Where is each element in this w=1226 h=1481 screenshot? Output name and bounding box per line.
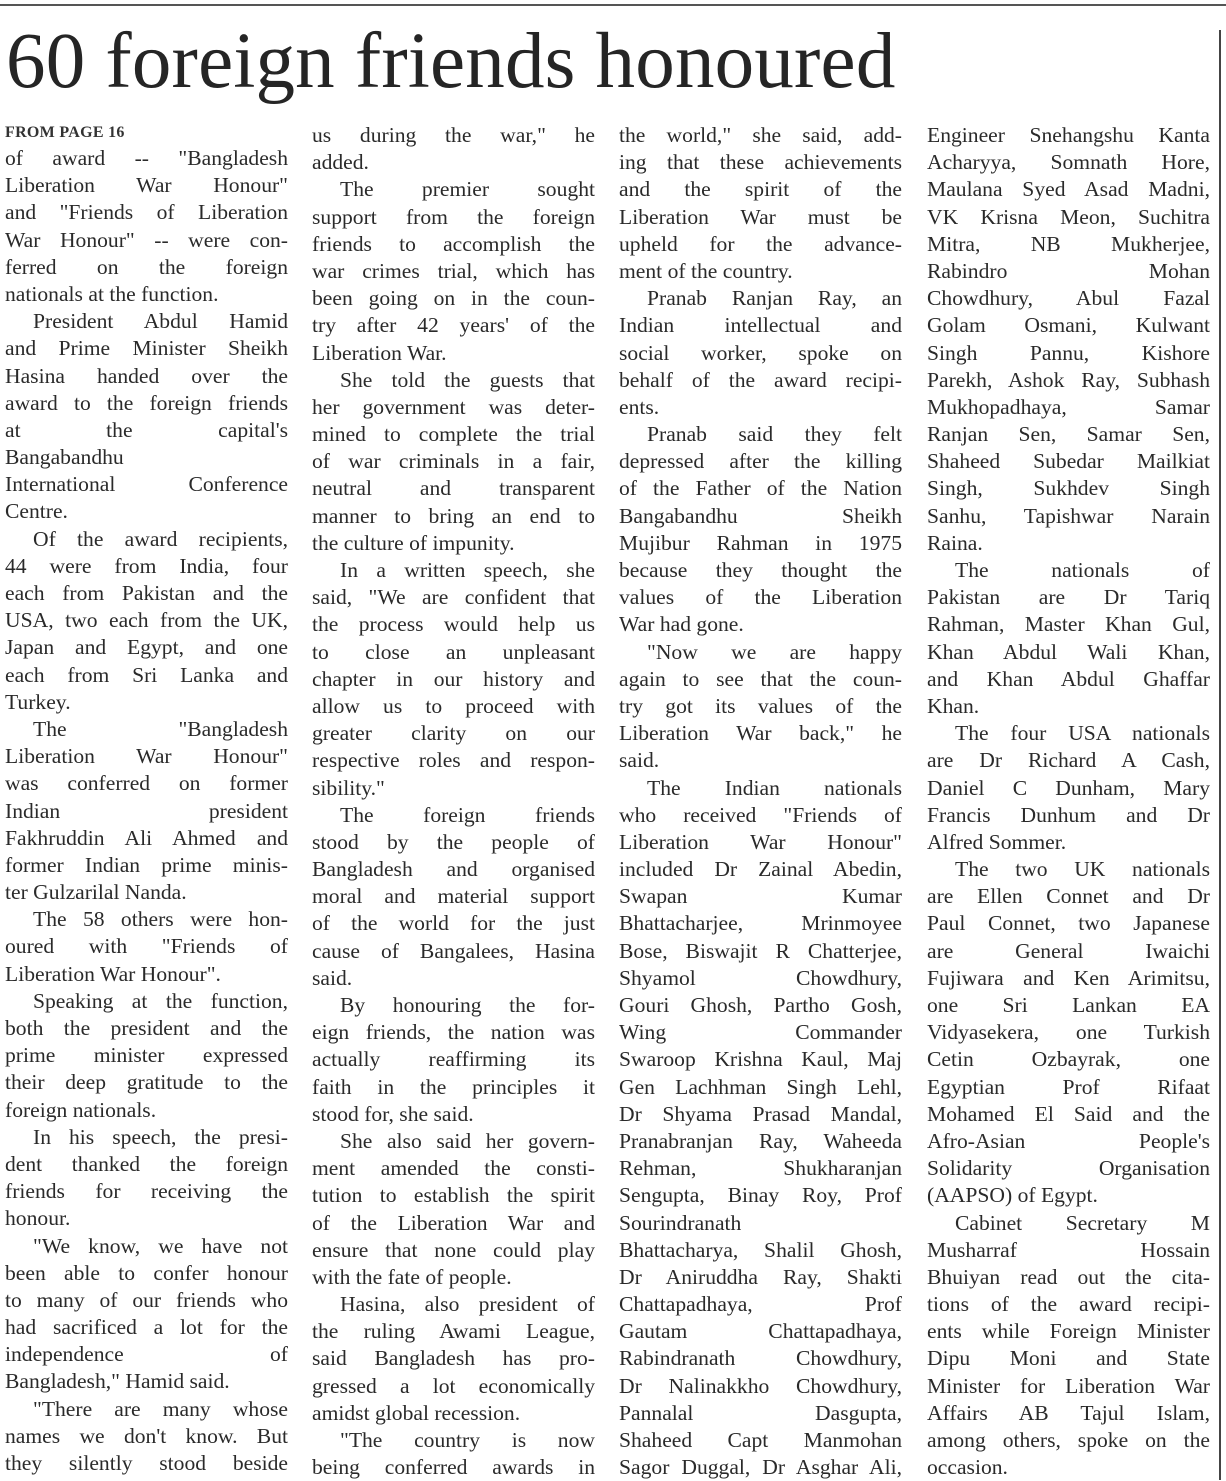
text-line: Francis Dunhum and Dr bbox=[927, 802, 1210, 829]
text-line: dent thanked the foreign bbox=[5, 1151, 288, 1178]
paragraph bbox=[312, 1128, 595, 1291]
text-line: Bangabandhu bbox=[5, 444, 288, 471]
paragraph bbox=[5, 1396, 288, 1478]
text-line: Rabindranath Chowdhury, bbox=[619, 1345, 902, 1372]
text-line: Mujibur Rahman in 1975 bbox=[619, 530, 902, 557]
text-line: Vidyasekera, one Turkish bbox=[927, 1019, 1210, 1046]
text-line: VK Krisna Meon, Suchitra bbox=[927, 204, 1210, 231]
text-line: had sacrificed a lot for the bbox=[5, 1314, 288, 1341]
paragraph bbox=[312, 992, 595, 1128]
text-line: ensure that none could play bbox=[312, 1237, 595, 1264]
text-line: and the spirit of the bbox=[619, 176, 902, 203]
text-line: She also said her govern- bbox=[312, 1128, 595, 1155]
article-column-1 bbox=[5, 121, 288, 1477]
text-line: tution to establish the spirit bbox=[312, 1182, 595, 1209]
text-line: they silently stood beside bbox=[5, 1450, 288, 1477]
text-line: been able to confer honour bbox=[5, 1260, 288, 1287]
text-line: faith in the principles it bbox=[312, 1074, 595, 1101]
text-line: said. bbox=[312, 965, 595, 992]
text-line: cause of Bangalees, Hasina bbox=[312, 938, 595, 965]
text-line: 44 were from India, four bbox=[5, 553, 288, 580]
text-line: The nationals of bbox=[927, 557, 1210, 584]
text-line: Raina. bbox=[927, 530, 1210, 557]
text-line: Bhuiyan read out the cita- bbox=[927, 1264, 1210, 1291]
text-line: Swaroop Krishna Kaul, Maj bbox=[619, 1046, 902, 1073]
paragraph bbox=[312, 122, 595, 176]
text-line: because they thought the bbox=[619, 557, 902, 584]
text-line: the process would help us bbox=[312, 611, 595, 638]
text-line: friends for receiving the bbox=[5, 1178, 288, 1205]
text-line: Alfred Sommer. bbox=[927, 829, 1210, 856]
paragraph bbox=[619, 639, 902, 775]
text-line: their deep gratitude to the bbox=[5, 1069, 288, 1096]
text-line: values of the Liberation bbox=[619, 584, 902, 611]
text-line: Pakistan are Dr Tariq bbox=[927, 584, 1210, 611]
text-line: try after 42 years' of the bbox=[312, 312, 595, 339]
text-line: amidst global recession. bbox=[312, 1400, 595, 1427]
text-line: her government was deter- bbox=[312, 394, 595, 421]
text-line: ents while Foreign Minister bbox=[927, 1318, 1210, 1345]
text-line: Rahman, Master Khan Gul, bbox=[927, 611, 1210, 638]
text-line: Swapan Kumar bbox=[619, 883, 902, 910]
article-column-3 bbox=[619, 122, 902, 1481]
text-line: manner to bring an end to bbox=[312, 503, 595, 530]
text-line: The four USA nationals bbox=[927, 720, 1210, 747]
text-line: sibility." bbox=[312, 775, 595, 802]
text-line: one Sri Lankan EA bbox=[927, 992, 1210, 1019]
text-line: honour. bbox=[5, 1205, 288, 1232]
text-line: names we don't know. But bbox=[5, 1423, 288, 1450]
text-line: Mohamed El Said and the bbox=[927, 1101, 1210, 1128]
text-line: Daniel C Dunham, Mary bbox=[927, 775, 1210, 802]
text-line: Liberation War Honour" bbox=[619, 829, 902, 856]
text-line: stood by the people of bbox=[312, 829, 595, 856]
text-line: Gautam Chattapadhaya, bbox=[619, 1318, 902, 1345]
text-line: Affairs AB Tajul Islam, bbox=[927, 1400, 1210, 1427]
text-line: Bangladesh," Hamid said. bbox=[5, 1368, 288, 1395]
text-line: foreign nationals. bbox=[5, 1097, 288, 1124]
paragraph bbox=[5, 526, 288, 716]
text-line: "We know, we have not bbox=[5, 1233, 288, 1260]
paragraph bbox=[619, 775, 902, 1481]
text-line: Mukhopadhaya, Samar bbox=[927, 394, 1210, 421]
text-line: to close an unpleasant bbox=[312, 639, 595, 666]
text-line: Rabindro Mohan bbox=[927, 258, 1210, 285]
text-line: Shaheed Capt Manmohan bbox=[619, 1427, 902, 1454]
text-line: Shaheed Subedar Mailkiat bbox=[927, 448, 1210, 475]
text-line: Hasina, also president of bbox=[312, 1291, 595, 1318]
article-column-4 bbox=[927, 122, 1210, 1481]
text-line: to many of our friends who bbox=[5, 1287, 288, 1314]
text-line: of award -- "Bangladesh bbox=[5, 145, 288, 172]
text-line: Singh, Sukhdev Singh bbox=[927, 475, 1210, 502]
text-line: Acharyya, Somnath Hore, bbox=[927, 149, 1210, 176]
text-line: In his speech, the presi- bbox=[5, 1124, 288, 1151]
text-line: "Now we are happy bbox=[619, 639, 902, 666]
text-line: and "Friends of Liberation bbox=[5, 199, 288, 226]
text-line: gressed a lot economically bbox=[312, 1373, 595, 1400]
text-line: ment amended the consti- bbox=[312, 1155, 595, 1182]
text-line: Cabinet Secretary M bbox=[927, 1210, 1210, 1237]
text-line: War Honour" -- were con- bbox=[5, 227, 288, 254]
paragraph bbox=[312, 176, 595, 366]
text-line: independence of bbox=[5, 1341, 288, 1368]
paragraph bbox=[619, 421, 902, 639]
text-line: Indian intellectual and bbox=[619, 312, 902, 339]
text-line: are Dr Richard A Cash, bbox=[927, 747, 1210, 774]
text-line: the culture of impunity. bbox=[312, 530, 595, 557]
text-line: the world," she said, add- bbox=[619, 122, 902, 149]
text-line: Bangladesh and organised bbox=[312, 856, 595, 883]
text-line: of war criminals in a fair, bbox=[312, 448, 595, 475]
text-line: support from the foreign bbox=[312, 204, 595, 231]
text-line: Liberation War. bbox=[312, 340, 595, 367]
text-line: Indian president bbox=[5, 798, 288, 825]
text-line: tions of the award recipi- bbox=[927, 1291, 1210, 1318]
text-line: award to the foreign friends bbox=[5, 390, 288, 417]
text-line: Paul Connet, two Japanese bbox=[927, 910, 1210, 937]
text-line: of the world for the just bbox=[312, 910, 595, 937]
text-line: "There are many whose bbox=[5, 1396, 288, 1423]
text-line: ment of the country. bbox=[619, 258, 902, 285]
paragraph bbox=[5, 716, 288, 906]
text-line: "The country is now bbox=[312, 1427, 595, 1454]
paragraph bbox=[5, 1233, 288, 1396]
paragraph bbox=[312, 802, 595, 992]
text-line: Sagor Duggal, Dr Asghar Ali, bbox=[619, 1454, 902, 1481]
text-line: chapter in our history and bbox=[312, 666, 595, 693]
text-line: Ranjan Sen, Samar Sen, bbox=[927, 421, 1210, 448]
text-line: Sengupta, Binay Roy, Prof bbox=[619, 1182, 902, 1209]
text-line: Bhattacharjee, Mrinmoyee bbox=[619, 910, 902, 937]
text-line: The foreign friends bbox=[312, 802, 595, 829]
text-line: eign friends, the nation was bbox=[312, 1019, 595, 1046]
text-line: Pannalal Dasgupta, bbox=[619, 1400, 902, 1427]
paragraph bbox=[312, 1427, 595, 1481]
text-line: ferred on the foreign bbox=[5, 254, 288, 281]
column-rule bbox=[1219, 30, 1221, 1480]
text-line: of the Father of the Nation bbox=[619, 475, 902, 502]
text-line: Rehman, Shukharanjan bbox=[619, 1155, 902, 1182]
text-line: Of the award recipients, bbox=[5, 526, 288, 553]
text-line: Pranab Ranjan Ray, an bbox=[619, 285, 902, 312]
text-line: Hasina handed over the bbox=[5, 363, 288, 390]
text-line: Minister for Liberation War bbox=[927, 1373, 1210, 1400]
text-line: both the president and the bbox=[5, 1015, 288, 1042]
text-line: Singh Pannu, Kishore bbox=[927, 340, 1210, 367]
text-line: stood for, she said. bbox=[312, 1101, 595, 1128]
text-line: The two UK nationals bbox=[927, 856, 1210, 883]
paragraph bbox=[619, 122, 902, 285]
text-line: mined to complete the trial bbox=[312, 421, 595, 448]
jump-line-from-page: FROM PAGE 16 bbox=[5, 121, 288, 145]
text-line: Centre. bbox=[5, 498, 288, 525]
text-line: was conferred on former bbox=[5, 770, 288, 797]
text-line: allow us to proceed with bbox=[312, 693, 595, 720]
text-line: In a written speech, she bbox=[312, 557, 595, 584]
paragraph bbox=[927, 1210, 1210, 1481]
text-line: being conferred awards in bbox=[312, 1454, 595, 1481]
text-line: the ruling Awami League, bbox=[312, 1318, 595, 1345]
text-line: Afro-Asian People's bbox=[927, 1128, 1210, 1155]
paragraph bbox=[312, 1291, 595, 1427]
text-line: Sourindranath bbox=[619, 1210, 902, 1237]
text-line: The 58 others were hon- bbox=[5, 906, 288, 933]
text-line: Chattapadhaya, Prof bbox=[619, 1291, 902, 1318]
text-line: each from Pakistan and the bbox=[5, 580, 288, 607]
text-line: ents. bbox=[619, 394, 902, 421]
text-line: Pranabranjan Ray, Waheeda bbox=[619, 1128, 902, 1155]
article-column-2 bbox=[312, 122, 595, 1481]
paragraph bbox=[5, 906, 288, 988]
text-line: are Ellen Connet and Dr bbox=[927, 883, 1210, 910]
text-line: respective roles and respon- bbox=[312, 747, 595, 774]
text-line: at the capital's bbox=[5, 417, 288, 444]
text-line: Mitra, NB Mukherjee, bbox=[927, 231, 1210, 258]
text-line: war crimes trial, which has bbox=[312, 258, 595, 285]
text-line: Sanhu, Tapishwar Narain bbox=[927, 503, 1210, 530]
top-rule bbox=[0, 4, 1226, 6]
paragraph bbox=[5, 145, 288, 308]
paragraph bbox=[5, 308, 288, 526]
paragraph bbox=[927, 557, 1210, 720]
text-line: Fujiwara and Ken Arimitsu, bbox=[927, 965, 1210, 992]
text-line: depressed after the killing bbox=[619, 448, 902, 475]
text-line: upheld for the advance- bbox=[619, 231, 902, 258]
text-line: Solidarity Organisation bbox=[927, 1155, 1210, 1182]
text-line: Egyptian Prof Rifaat bbox=[927, 1074, 1210, 1101]
text-line: International Conference bbox=[5, 471, 288, 498]
text-line: Khan. bbox=[927, 693, 1210, 720]
text-line: War had gone. bbox=[619, 611, 902, 638]
text-line: Shyamol Chowdhury, bbox=[619, 965, 902, 992]
text-line: Khan Abdul Wali Khan, bbox=[927, 639, 1210, 666]
paragraph bbox=[927, 122, 1210, 557]
text-line: (AAPSO) of Egypt. bbox=[927, 1182, 1210, 1209]
text-line: and Khan Abdul Ghaffar bbox=[927, 666, 1210, 693]
text-line: Golam Osmani, Kulwant bbox=[927, 312, 1210, 339]
text-line: Japan and Egypt, and one bbox=[5, 634, 288, 661]
text-line: ter Gulzarilal Nanda. bbox=[5, 879, 288, 906]
paragraph bbox=[312, 557, 595, 802]
text-line: Liberation War back," he bbox=[619, 720, 902, 747]
text-line: ing that these achievements bbox=[619, 149, 902, 176]
text-line: Dr Shyama Prasad Mandal, bbox=[619, 1101, 902, 1128]
text-line: Speaking at the function, bbox=[5, 988, 288, 1015]
text-line: said Bangladesh has pro- bbox=[312, 1345, 595, 1372]
text-line: again to see that the coun- bbox=[619, 666, 902, 693]
text-line: each from Sri Lanka and bbox=[5, 662, 288, 689]
text-line: who received "Friends of bbox=[619, 802, 902, 829]
text-line: Liberation War must be bbox=[619, 204, 902, 231]
text-line: Gen Lachhman Singh Lehl, bbox=[619, 1074, 902, 1101]
text-line: Pranab said they felt bbox=[619, 421, 902, 448]
text-line: Turkey. bbox=[5, 689, 288, 716]
paragraph bbox=[619, 285, 902, 421]
text-line: social worker, spoke on bbox=[619, 340, 902, 367]
text-line: greater clarity on our bbox=[312, 720, 595, 747]
text-line: among others, spoke on the bbox=[927, 1427, 1210, 1454]
text-line: Dr Aniruddha Ray, Shakti bbox=[619, 1264, 902, 1291]
text-line: USA, two each from the UK, bbox=[5, 607, 288, 634]
text-line: By honouring the for- bbox=[312, 992, 595, 1019]
text-line: and Prime Minister Sheikh bbox=[5, 335, 288, 362]
text-line: are General Iwaichi bbox=[927, 938, 1210, 965]
paragraph bbox=[927, 856, 1210, 1209]
text-line: Maulana Syed Asad Madni, bbox=[927, 176, 1210, 203]
text-line: prime minister expressed bbox=[5, 1042, 288, 1069]
text-line: Dipu Moni and State bbox=[927, 1345, 1210, 1372]
text-line: Dr Nalinakkho Chowdhury, bbox=[619, 1373, 902, 1400]
text-line: Fakhruddin Ali Ahmed and bbox=[5, 825, 288, 852]
text-line: Chowdhury, Abul Fazal bbox=[927, 285, 1210, 312]
paragraph bbox=[312, 367, 595, 557]
text-line: occasion. bbox=[927, 1454, 1210, 1481]
text-line: The "Bangladesh bbox=[5, 716, 288, 743]
text-line: neutral and transparent bbox=[312, 475, 595, 502]
text-line: included Dr Zainal Abedin, bbox=[619, 856, 902, 883]
text-line: Liberation War Honour" bbox=[5, 743, 288, 770]
paragraph bbox=[5, 988, 288, 1124]
text-line: Bangabandhu Sheikh bbox=[619, 503, 902, 530]
paragraph bbox=[5, 1124, 288, 1233]
text-line: President Abdul Hamid bbox=[5, 308, 288, 335]
text-line: She told the guests that bbox=[312, 367, 595, 394]
text-line: with the fate of people. bbox=[312, 1264, 595, 1291]
text-line: said, "We are confident that bbox=[312, 584, 595, 611]
text-line: moral and material support bbox=[312, 883, 595, 910]
text-line: The Indian nationals bbox=[619, 775, 902, 802]
text-line: been going on in the coun- bbox=[312, 285, 595, 312]
text-line: Bose, Biswajit R Chatterjee, bbox=[619, 938, 902, 965]
text-line: Gouri Ghosh, Partho Gosh, bbox=[619, 992, 902, 1019]
text-line: of the Liberation War and bbox=[312, 1210, 595, 1237]
text-line: actually reaffirming its bbox=[312, 1046, 595, 1073]
text-line: Musharraf Hossain bbox=[927, 1237, 1210, 1264]
text-line: Bhattacharya, Shalil Ghosh, bbox=[619, 1237, 902, 1264]
text-line: Liberation War Honour" bbox=[5, 172, 288, 199]
text-line: nationals at the function. bbox=[5, 281, 288, 308]
text-line: Parekh, Ashok Ray, Subhash bbox=[927, 367, 1210, 394]
text-line: The premier sought bbox=[312, 176, 595, 203]
text-line: friends to accomplish the bbox=[312, 231, 595, 258]
text-line: Wing Commander bbox=[619, 1019, 902, 1046]
text-line: behalf of the award recipi- bbox=[619, 367, 902, 394]
text-line: added. bbox=[312, 149, 595, 176]
headline: 60 foreign friends honoured bbox=[6, 14, 896, 110]
text-line: try got its values of the bbox=[619, 693, 902, 720]
text-line: Cetin Ozbayrak, one bbox=[927, 1046, 1210, 1073]
text-line: Engineer Snehangshu Kanta bbox=[927, 122, 1210, 149]
text-line: us during the war," he bbox=[312, 122, 595, 149]
text-line: oured with "Friends of bbox=[5, 933, 288, 960]
text-line: former Indian prime minis- bbox=[5, 852, 288, 879]
text-line: Liberation War Honour". bbox=[5, 961, 288, 988]
paragraph bbox=[927, 720, 1210, 856]
text-line: said. bbox=[619, 747, 902, 774]
